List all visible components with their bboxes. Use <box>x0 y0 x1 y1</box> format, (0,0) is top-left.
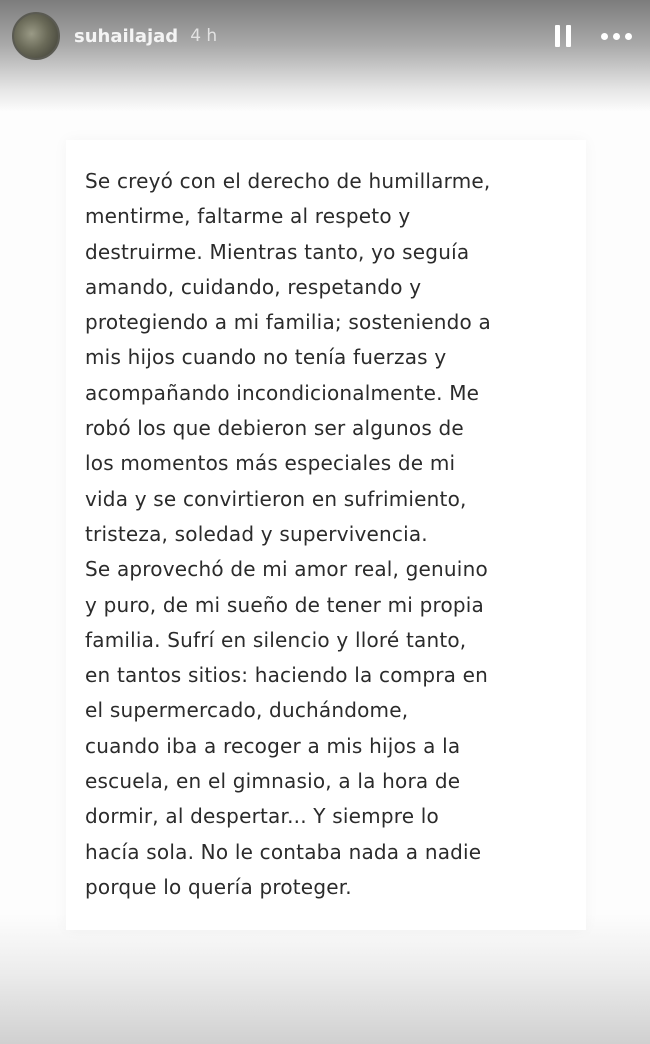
post-time: 4 h <box>190 26 218 46</box>
avatar[interactable] <box>12 12 60 60</box>
more-options-icon[interactable] <box>601 33 632 40</box>
story-text: Se creyó con el derecho de humillarme, mentirme, faltarme al respeto y destruirme. Mientras tanto, yo seguía amando, cuidando, respetando y protegiendo a mi familia; sosteniendo a mis hijos cuando no tenía fuerzas y acompañando incondicionalmente. Me robó los que debieron ser algunos de los momentos más especiales de mi vida y se convirtieron en sufrimiento, tristeza, soledad y supervivencia. Se aprovechó de mi amor real, genuino y puro, de mi sueño de tener mi propia familia. Sufrí en silencio y lloré tanto, en tantos sitios: haciendo la compra en el supermercado, duchándome, cuando iba a recoger a mis hijos a la escuela, en el gimnasio, a la hora de dormir, al despertar... Y siempre lo hacía sola. No le contaba nada a nadie porque lo quería proteger. <box>85 169 491 899</box>
story-controls <box>555 25 638 47</box>
bottom-gradient <box>0 914 650 1044</box>
story-header <box>12 10 638 62</box>
username[interactable]: suhailajad <box>74 25 179 47</box>
pause-icon[interactable] <box>555 25 571 47</box>
